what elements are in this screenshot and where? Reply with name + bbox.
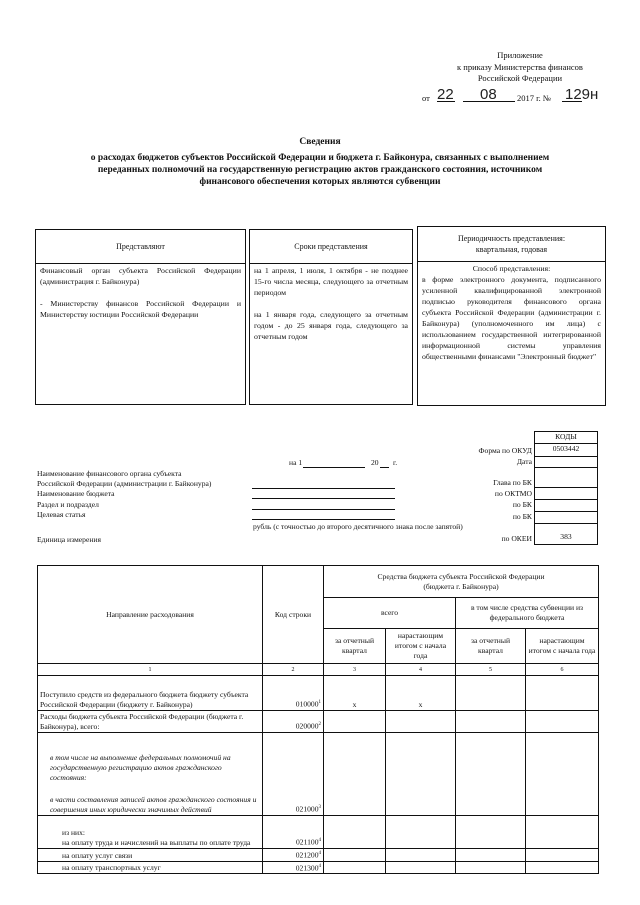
table-row <box>38 733 599 816</box>
year-field[interactable] <box>380 458 389 468</box>
subtitle-line: о расходах бюджетов субъектов Российской Федерации и бюджета г. Байконура, связанных с выполнением <box>90 153 550 163</box>
cell-x: x <box>324 676 386 711</box>
section-field[interactable] <box>252 501 395 510</box>
cell[interactable] <box>526 676 599 711</box>
submitters-header: Представляют <box>36 230 245 264</box>
fin-org-label-2: Российской Федерации (администрации г. Байконура) <box>37 479 212 489</box>
deadlines-text: на 1 апреля, 1 июля, 1 октября - не позднее 15-го числа месяца, следующего за отчетным периодом <box>254 266 408 297</box>
periodicity-box <box>417 226 606 406</box>
deadlines-header: Сроки представления <box>250 230 412 264</box>
subtitle-line: финансового обеспечения которых являются субвенции <box>199 177 441 187</box>
cell[interactable] <box>526 711 599 733</box>
left-labels <box>37 469 211 520</box>
col-number: 5 <box>456 664 526 676</box>
codes-header: КОДЫ <box>535 432 597 444</box>
cell[interactable] <box>324 711 386 733</box>
budget-label: Наименование бюджета <box>37 489 115 499</box>
section-label: по БК <box>512 500 532 509</box>
method-text: в форме электронного документа, подписанного усиленной квалифицированной электронной подписью руководителя финансового органа субъекта Российской Федерации (администрации г. Байконура) (уполномоченного им лица) с использованием государственной интегрированной информационной системы управления общественными финансами "Электронный бюджет" <box>422 275 601 361</box>
target-code[interactable] <box>535 512 597 524</box>
col-number: 4 <box>386 664 456 676</box>
header-ytd6: нарастающим итогом с начала года <box>526 629 599 664</box>
cell[interactable] <box>324 861 386 874</box>
header-total: всего <box>324 598 456 629</box>
header-direction: Направление расходования <box>38 566 263 664</box>
date-code[interactable] <box>535 457 597 468</box>
row-name: Расходы бюджета субъекта Российской Федерации (бюджета г. Байконура), всего: <box>38 711 263 733</box>
cell[interactable] <box>456 849 526 862</box>
cell[interactable] <box>526 816 599 849</box>
okei-label: по ОКЕИ <box>501 534 532 543</box>
row-code: 021100$^4$ <box>263 816 324 849</box>
row-name: на оплату транспортных услуг <box>38 861 263 874</box>
fin-org-field[interactable] <box>252 480 395 489</box>
date-field[interactable] <box>303 458 365 468</box>
row-code: 021000$^3$ <box>263 733 324 816</box>
cell[interactable] <box>324 733 386 816</box>
cell[interactable] <box>324 849 386 862</box>
row-name: на оплату услуг связи <box>38 849 263 862</box>
appendix-line1: к приказу Министерства финансов <box>457 61 583 72</box>
date-year: 20 <box>371 458 379 467</box>
header-code: Код строки <box>263 566 324 664</box>
periodicity-header: Периодичность представления: квартальная, годовая <box>418 227 605 262</box>
method-header: Способ представления: <box>472 264 551 273</box>
cell[interactable] <box>456 733 526 816</box>
table-row <box>38 711 599 733</box>
appendix-line2: Российской Федерации <box>477 73 563 83</box>
unit-value: рубль (с точностью до второго десятичного знака после запятой) <box>253 522 463 531</box>
cell[interactable] <box>526 861 599 874</box>
appendix-year: 2017 г. № <box>517 93 552 103</box>
row-name <box>38 816 263 849</box>
table-row <box>38 676 599 711</box>
cell[interactable] <box>456 676 526 711</box>
appendix-month: 08 <box>480 86 497 103</box>
cell[interactable] <box>456 816 526 849</box>
col-number: 3 <box>324 664 386 676</box>
deadlines-text: на 1 января года, следующего за отчетным годом - до 25 января года, следующего за отчетным годом <box>254 310 408 341</box>
chapter-label: Глава по БК <box>493 478 532 487</box>
section-subsection-label: Раздел и подраздел <box>37 499 99 509</box>
col-number: 1 <box>38 664 263 676</box>
appendix-title: Приложение <box>497 50 543 60</box>
unit-label: Единица измерения <box>37 535 101 544</box>
appendix-number: 129н <box>565 86 599 103</box>
cell[interactable] <box>526 733 599 816</box>
row-name-part: в том числе на выполнение федеральных полномочий на государственную регистрацию актов гражданского состояния: <box>50 753 231 782</box>
okei-code: 383 <box>560 532 572 541</box>
cell[interactable] <box>386 733 456 816</box>
table-row <box>38 849 599 862</box>
header-q5: за отчетный квартал <box>456 629 526 664</box>
header-ytd4: нарастающим итогом с начала года <box>386 629 456 664</box>
target-article-label: Целевая статья <box>37 509 86 519</box>
cell-x: x <box>386 676 456 711</box>
submitters-box <box>35 229 246 405</box>
cell[interactable] <box>324 816 386 849</box>
chapter-code[interactable] <box>535 468 597 488</box>
cell[interactable] <box>386 861 456 874</box>
col-number: 2 <box>263 664 324 676</box>
appendix-block <box>420 50 620 85</box>
row-name <box>38 733 263 816</box>
date-prefix: на 1 <box>289 458 303 467</box>
budget-field[interactable] <box>252 490 395 499</box>
cell[interactable] <box>386 816 456 849</box>
table-row <box>38 861 599 874</box>
fin-org-label: Наименование финансового органа субъекта <box>37 469 182 478</box>
header-funds: Средства бюджета субъекта Российской Федерации (бюджета г. Байконура) <box>324 566 599 598</box>
cell[interactable] <box>456 711 526 733</box>
cell[interactable] <box>386 849 456 862</box>
date-suffix: г. <box>393 458 398 467</box>
row-name: Поступило средств из федерального бюджета бюджету субъекта Российской Федерации (бюджету г. Байконура) <box>38 676 263 711</box>
doc-subtitle <box>0 152 640 188</box>
date-label: Дата <box>516 457 532 466</box>
oktmo-code[interactable] <box>535 488 597 500</box>
okud-label: Форма по ОКУД <box>478 446 532 455</box>
col-number: 6 <box>526 664 599 676</box>
row-code: 010000$^1$ <box>263 676 324 711</box>
okud-code: 0503442 <box>535 444 597 457</box>
cell[interactable] <box>386 711 456 733</box>
submitters-text: Финансовый орган субъекта Российской Федерации (администрация г. Байконура) <box>40 266 241 286</box>
appendix-from: от <box>422 93 430 103</box>
cell[interactable] <box>526 849 599 862</box>
target-field[interactable] <box>252 511 395 520</box>
cell[interactable] <box>456 861 526 874</box>
row-name-part: в части составления записей актов гражданского состояния и совершения иных юридически значимых действий <box>50 795 257 814</box>
row-name-part: на оплату труда и начислений на выплаты по оплате труда <box>62 838 251 847</box>
codes-column <box>534 431 598 545</box>
appendix-day: 22 <box>437 86 454 103</box>
row-code: 021200$^4$ <box>263 849 324 862</box>
row-code: 021300$^4$ <box>263 861 324 874</box>
table-row <box>38 816 599 849</box>
oktmo-label: по ОКТМО <box>494 489 532 498</box>
row-code: 020000$^2$ <box>263 711 324 733</box>
header-subvention: в том числе средства субвенции из федерального бюджета <box>456 598 599 629</box>
doc-title: Сведения <box>299 137 341 147</box>
section-code[interactable] <box>535 500 597 512</box>
target-label: по БК <box>512 512 532 521</box>
row-prefix: из них: <box>62 828 85 837</box>
deadlines-box <box>249 229 413 405</box>
subtitle-line: переданных полномочий на государственную регистрацию актов гражданского состояния, источником <box>97 165 543 175</box>
submitters-text: - Министерству финансов Российской Федерации и Министерству юстиции Российской Федерации <box>40 299 241 319</box>
header-q3: за отчетный квартал <box>324 629 386 664</box>
expenses-table <box>37 565 599 874</box>
